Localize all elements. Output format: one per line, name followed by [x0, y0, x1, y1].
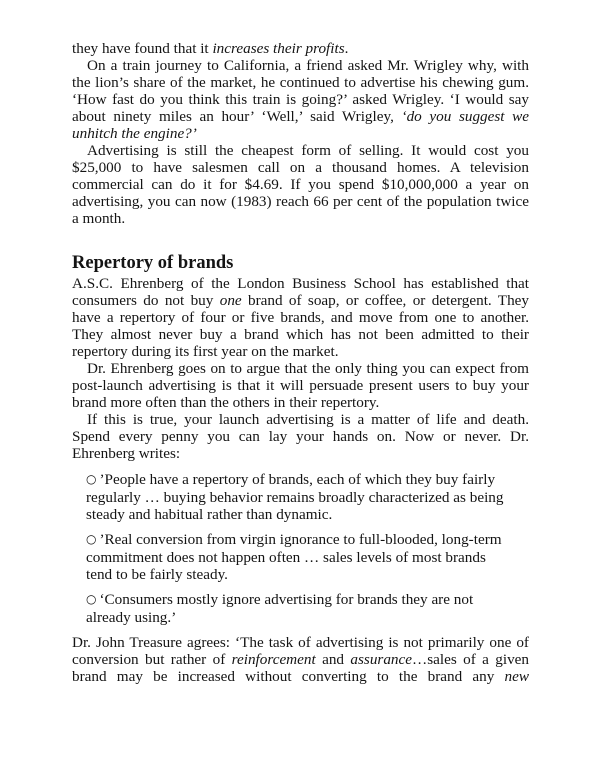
- paragraph-text: .: [344, 40, 349, 57]
- paragraph-text: and: [315, 651, 351, 668]
- paragraph-ehrenberg: [72, 275, 529, 360]
- circle-bullet-icon: ○: [86, 532, 97, 546]
- paragraph-text: …sales of a given brand may be increased without converting to the brand any: [72, 651, 530, 685]
- emphasis-text: ‘do you suggest we unhitch the engine?’: [72, 108, 529, 142]
- paragraph-cheapest-selling: Advertising is still the cheapest form of selling. It would cost you $25,000 to have salesmen call on a thousand homes. A television commercial can do it for $4.69. If you spend $10,000,000 a year on advertising, you can now (1983) reach 66 per cent of the population twice a month.: [72, 142, 529, 227]
- paragraph-treasure: [72, 634, 529, 685]
- paragraph-text: they have found that it: [72, 40, 213, 57]
- quote-item: [86, 591, 506, 626]
- paragraph-wrigley: [72, 57, 529, 142]
- emphasis-text: new: [504, 668, 529, 685]
- paragraph-text: A.S.C. Ehrenberg of the London Business School has established that consumers do not buy: [72, 275, 529, 309]
- paragraph-text: brand of soap, or coffee, or detergent. They have a repertory of four or five brands, and move from one to another. They almost never buy a brand which has not been admitted to their repertory during its first year on the market.: [72, 292, 529, 360]
- quote-item: [86, 471, 506, 523]
- circle-bullet-icon: ○: [86, 592, 97, 606]
- quote-text: ’Real conversion from virgin ignorance to full-blooded, long-term commitment does not happen often … sales levels of most brands tend to be fairly steady.: [86, 531, 502, 583]
- document-page: [72, 40, 529, 685]
- paragraph-post-launch: Dr. Ehrenberg goes on to argue that the only thing you can expect from post-launch advertising is that it will persuade present users to buy your brand more often than the others in their repertory.: [72, 360, 529, 411]
- emphasis-text: increases their profits: [212, 40, 345, 57]
- paragraph-continuation: [72, 40, 529, 57]
- emphasis-text: assurance: [350, 651, 413, 668]
- emphasis-text: reinforcement: [231, 651, 316, 668]
- section-heading: Repertory of brands: [72, 253, 234, 273]
- paragraph-text: Dr. John Treasure agrees: ‘The task of advertising is not primarily one of conversion but rather of: [72, 634, 529, 668]
- quote-text: ’People have a repertory of brands, each of which they buy fairly regularly … buying behavior remains broadly characterized as being steady and habitual rather than dynamic.: [86, 471, 504, 523]
- quote-text: ‘Consumers mostly ignore advertising for brands they are not already using.’: [86, 591, 474, 626]
- paragraph-text: On a train journey to California, a friend asked Mr. Wrigley why, with the lion’s share of the market, he continued to advertise his chewing gum. ‘How fast do you think this train is going?’ asked Wrigley. ‘I would say about ninety miles an hour’ ‘Well,’ said Wrigley,: [72, 57, 529, 125]
- quote-list: [86, 471, 506, 626]
- quote-item: [86, 531, 506, 583]
- paragraph-life-and-death: If this is true, your launch advertising is a matter of life and death. Spend every penny you can lay your hands on. Now or never. Dr. Ehrenberg writes:: [72, 411, 529, 462]
- emphasis-text: one: [219, 292, 242, 309]
- circle-bullet-icon: ○: [86, 472, 97, 486]
